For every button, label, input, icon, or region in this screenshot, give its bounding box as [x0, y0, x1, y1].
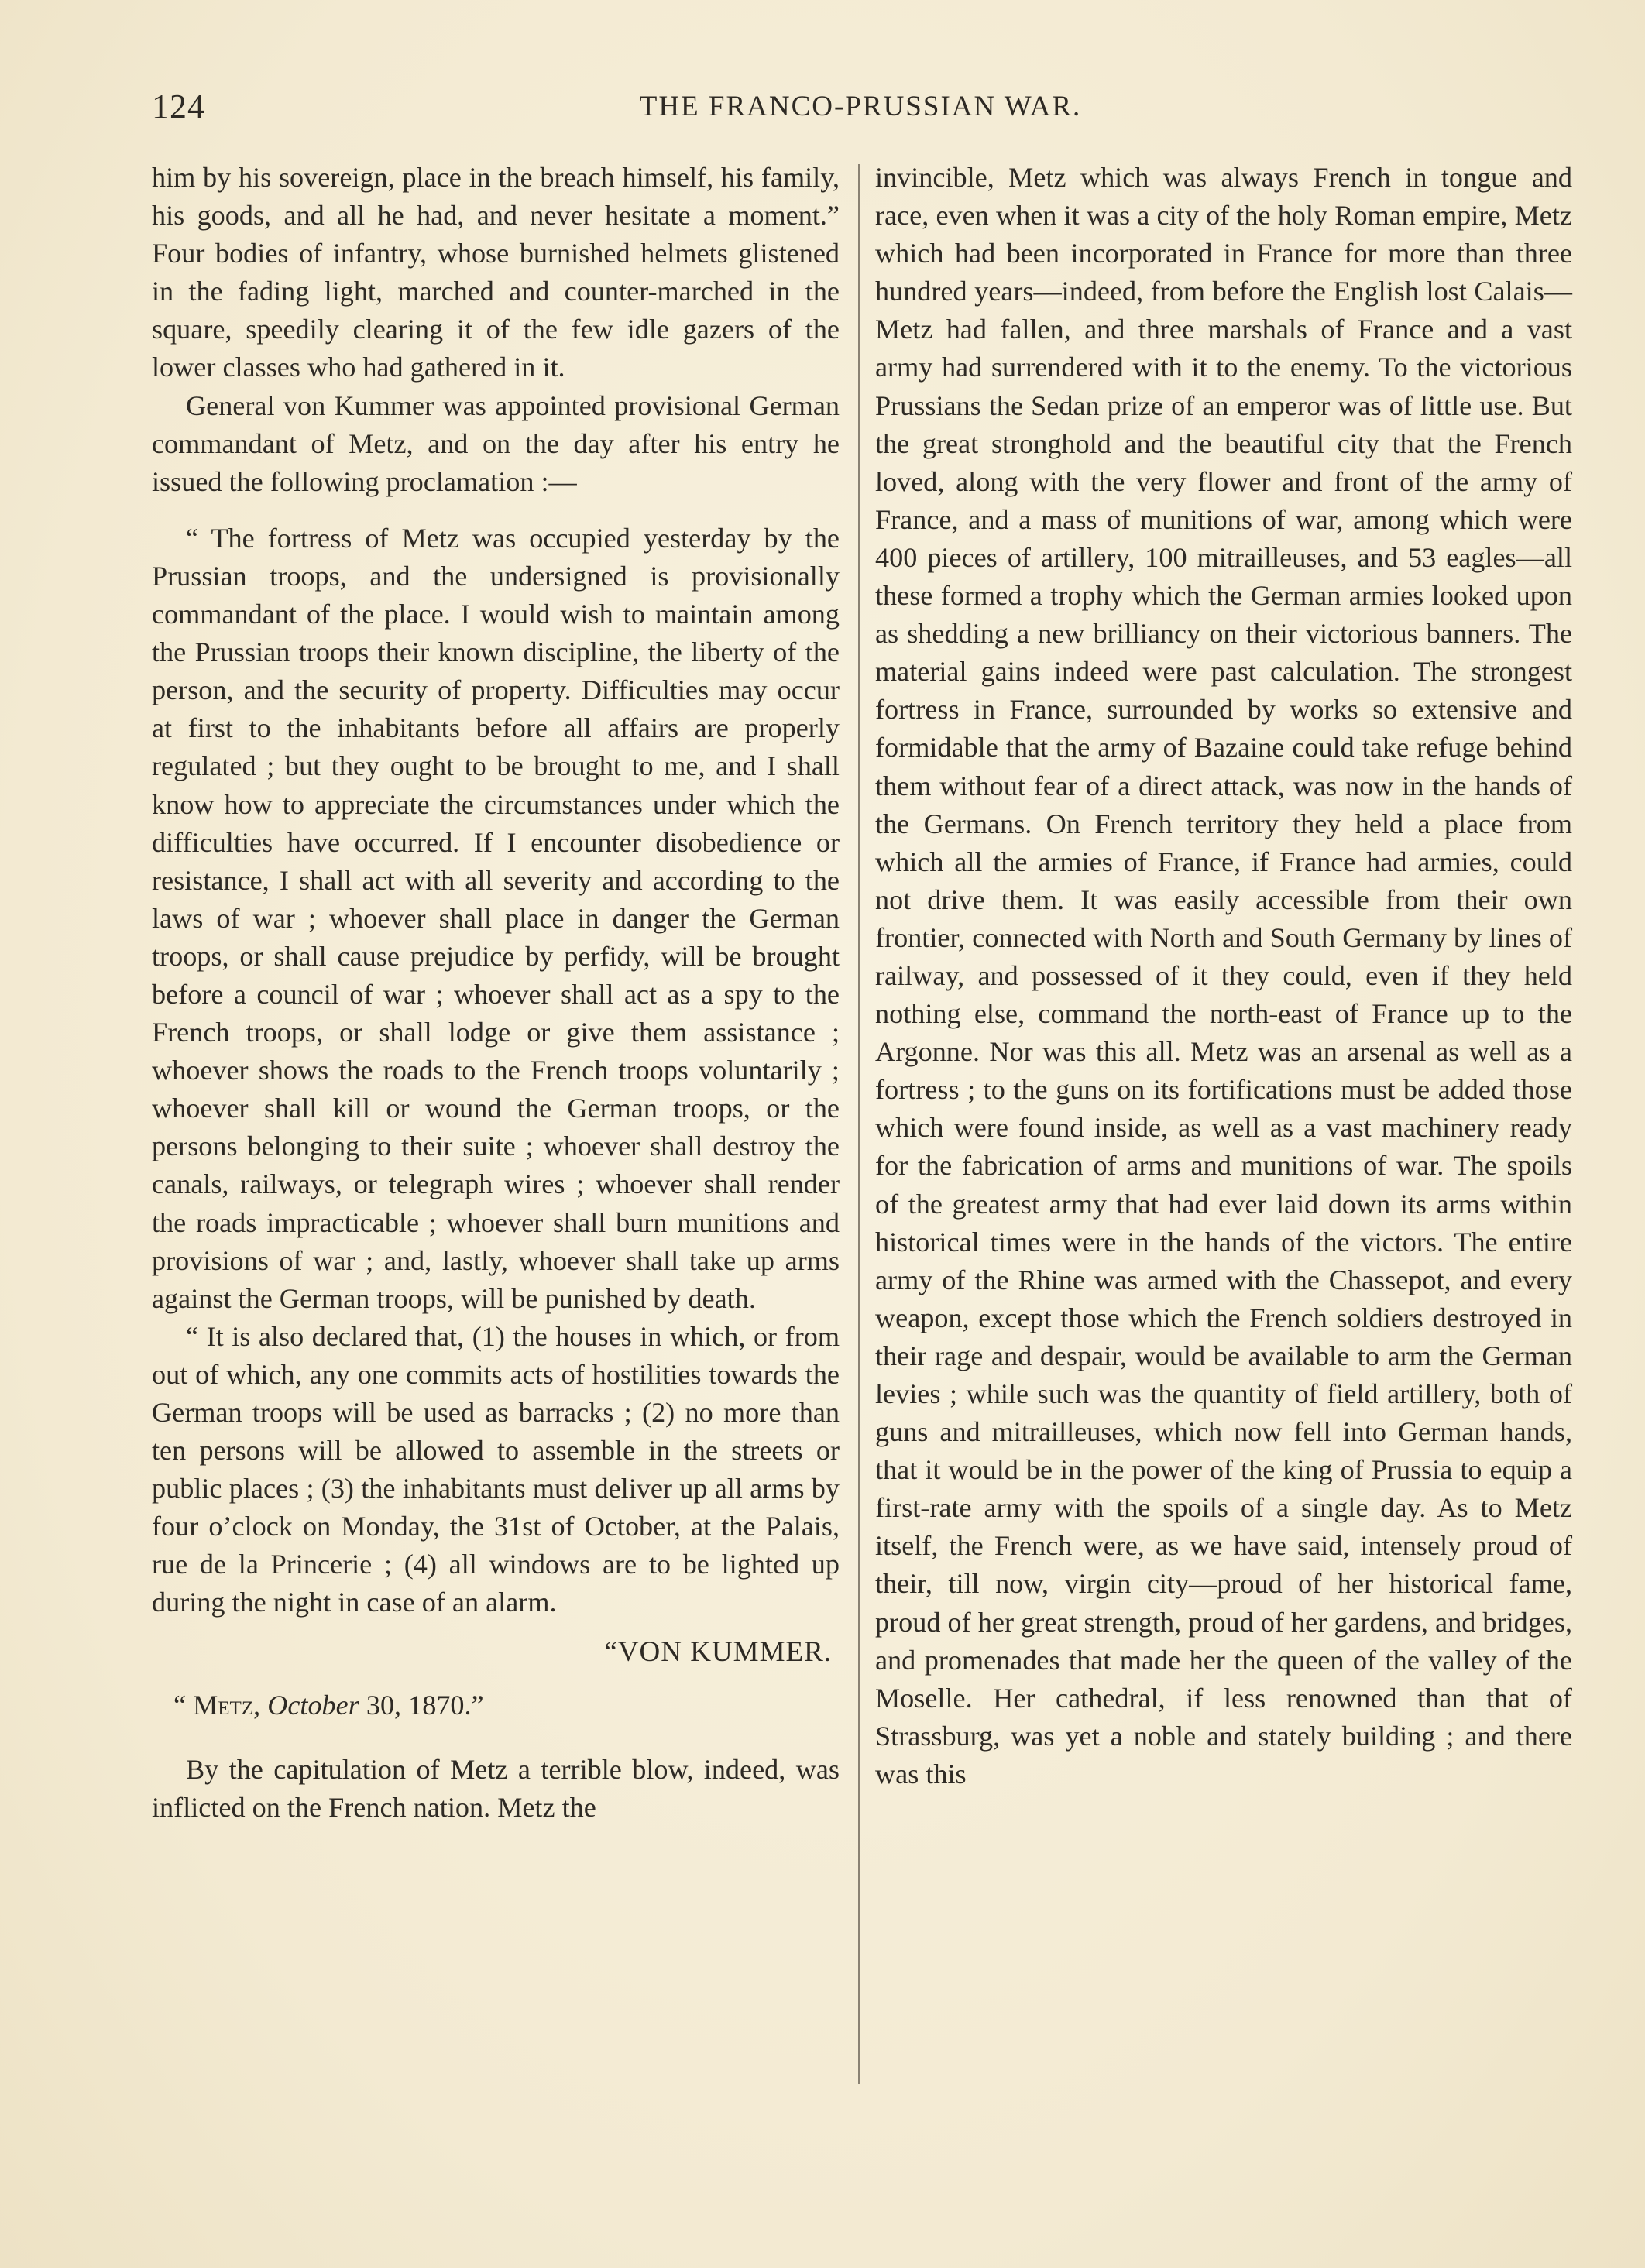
paragraph-continuation: him by his sovereign, place in the breach himself, his family, his goods, and all he had, and never hesitate a moment.” Four bodies of infantry, whose burnished helmets glistened in the fading light, marched and counter-marched in the square, speedily clearing it of the few idle gazers of the lower classes who had gathered in it. [152, 162, 840, 383]
paragraph-capitulation: By the capitulation of Metz a terrible blow, indeed, was inflicted on the French nation. Metz the [152, 1753, 840, 1823]
page-header [152, 87, 1569, 133]
paragraph-metz-invincible: invincible, Metz which was always French in tongue and race, even when it was a city of the holy Roman empire, Metz which had been incorporated in France for more than three hundred years—indeed, from before the English lost Calais—Metz had fallen, and three marshals of France and a vast army had surrendered with it to the enemy. To the victorious Prussians the Sedan prize of an emperor was of little use. But the great stronghold and the beautiful city that the French loved, along with the very flower and front of the army of France, and a mass of munitions of war, among which were 400 pieces of artillery, 100 mitrailleuses, and 53 eagles—all these formed a trophy which the German armies looked upon as shedding a new brilliancy on their victorious banners. The material gains indeed were past calculation. The strongest fortress in France, surrounded by works so extensive and formidable that the army of Bazaine could take refuge behind them without fear of a direct attack, was now in the hands of the Germans. On French territory they held a place from which all the armies of France, if France had armies, could not drive them. It was easily accessible from their own frontier, connected with North and South Germany by lines of railway, and possessed of it they could, even if they held nothing else, command the north-east of France up to the Argonne. Nor was this all. Metz was an arsenal as well as a fortress ; to the guns on its fortifications must be added those which were found inside, as well as a vast machinery ready for the fabrication of arms and munitions of war. The spoils of the greatest army that had ever laid down its arms within historical times were in the hands of the victors. The entire army of the Rhine was armed with the Chassepot, and every weapon, except those which the French soldiers destroyed in their rage and despair, would be available to arm the German levies ; while such was the quantity of field artillery, both of guns and mitrailleuses, which now fell into German hands, that it would be in the power of the king of Prussia to equip a first-rate army with the spoils of a single day. As to Metz itself, the French were, as we have said, intensely proud of their, till now, virgin city—proud of her historical fame, proud of her great strength, proud of her gardens, and bridges, and promenades that made her the queen of the valley of the Moselle. Her cathedral, if less renowned than that of Strassburg, was yet a noble and stately building ; and there was this [875, 162, 1572, 1789]
column-divider [858, 164, 860, 2084]
left-column [152, 159, 840, 1827]
proclamation-dateline [152, 1686, 840, 1724]
dateline-open-quote: “ [173, 1689, 187, 1721]
running-title: THE FRANCO-PRUSSIAN WAR. [639, 91, 1082, 122]
right-column [875, 159, 1572, 1793]
proclamation-paragraph-1: “ The fortress of Metz was occupied yesterday by the Prussian troops, and the undersigned is provisionally commandant of the place. I would wish to maintain among the Prussian troops their known discipline, the liberty of the person, and the security of property. Difficulties may occur at first to the inhabitants before all affairs are properly regulated ; but they ought to be brought to me, and I shall know how to appreciate the circumstances under which the difficulties have occurred. If I encounter disobedience or resistance, I shall act with all severity and according to the laws of war ; whoever shall place in danger the German troops, or shall cause prejudice by perfidy, will be brought before a council of war ; whoever shall act as a spy to the French troops, or shall lodge or give them assistance ; whoever shows the roads to the French troops voluntarily ; whoever shall kill or wound the German troops, or the persons belonging to their suite ; whoever shall destroy the canals, railways, or telegraph wires ; whoever shall render the roads impracticable ; whoever shall burn munitions and provisions of war ; and, lastly, whoever shall take up arms against the German troops, will be punished by death. [152, 522, 840, 1314]
dateline-place: Metz, [193, 1689, 261, 1721]
dateline-rest: 30, 1870.” [366, 1689, 484, 1721]
paragraph-commandant: General von Kummer was appointed provisional German commandant of Metz, and on the day after his entry he issued the following proclamation :— [152, 389, 840, 497]
dateline-month: October [267, 1689, 359, 1721]
proclamation-signature: “VON KUMMER. [604, 1635, 832, 1668]
proclamation-paragraph-2: “ It is also declared that, (1) the houses in which, or from out of which, any one commits acts of hostilities towards the German troops will be used as barracks ; (2) no more than ten persons will be allowed to assemble in the streets or public places ; (3) the inhabitants must deliver up all arms by four o’clock on Monday, the 31st of October, at the Palais, rue de la Princerie ; (4) all windows are to be lighted up during the night in case of an alarm. [152, 1320, 840, 1618]
page-number: 124 [152, 87, 205, 125]
